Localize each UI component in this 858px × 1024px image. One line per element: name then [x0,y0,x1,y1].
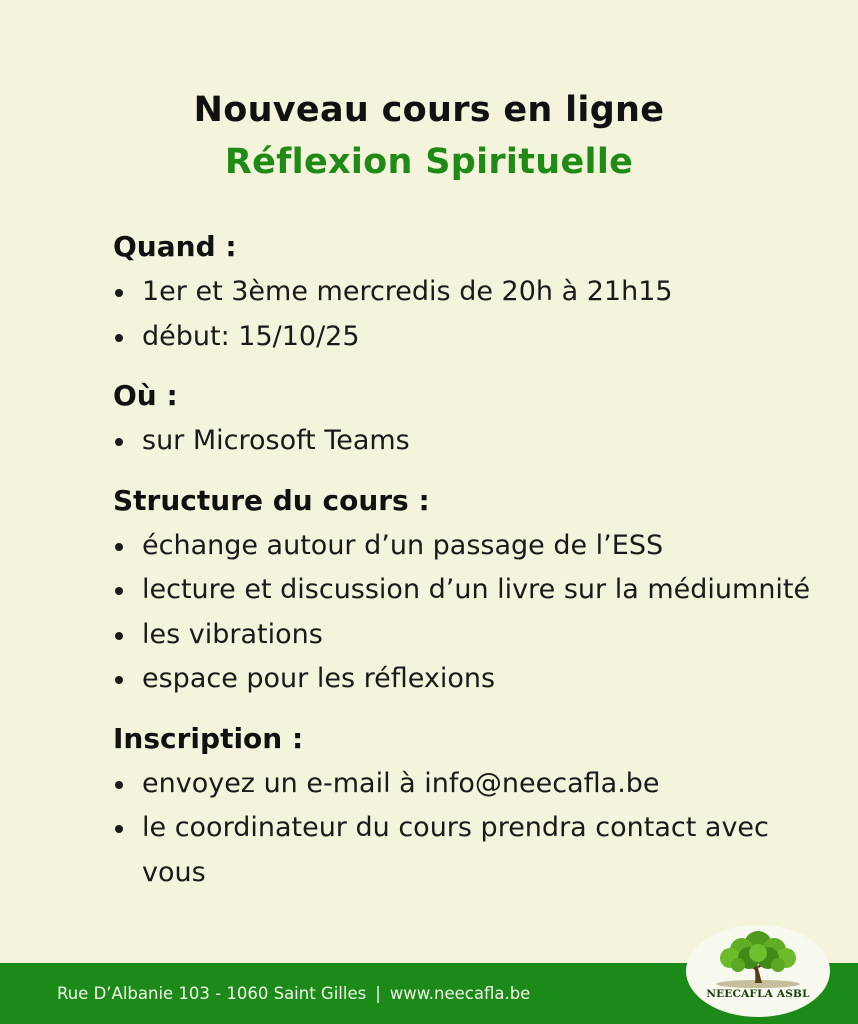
tree-icon [686,925,830,1017]
footer-text [57,963,530,1024]
list-item: échange autour d’un passage de l’ESS [113,524,813,569]
footer-address: Rue D’Albanie 103 - 1060 Saint Gilles [57,984,367,1003]
neecafla-logo [686,925,830,1017]
section-registration-list [113,762,813,896]
section-structure [113,478,813,702]
list-item: espace pour les réflexions [113,657,813,702]
logo-label: NEECAFLA ASBL [706,988,810,1000]
list-item: lecture et discussion d’un livre sur la médiumnité [113,568,813,613]
list-item: début: 15/10/25 [113,315,813,360]
course-details [113,224,813,909]
list-item: 1er et 3ème mercredis de 20h à 21h15 [113,270,813,315]
section-when-list [113,270,813,359]
course-name: Réflexion Spirituelle [224,142,634,182]
section-registration-heading: Inscription : [113,721,304,755]
list-item: sur Microsoft Teams [113,419,813,464]
section-where-list [113,419,813,464]
page-title: Nouveau cours en ligne [193,90,665,130]
section-where [113,373,813,464]
section-structure-list [113,524,813,702]
footer-website-link[interactable]: www.neecafla.be [389,984,531,1003]
footer-separator: | [375,984,381,1003]
list-item: envoyez un e-mail à info@neecafla.be [113,762,813,807]
list-item: le coordinateur du cours prendra contact avec vous [113,806,813,895]
section-when-heading: Quand : [113,230,237,263]
section-where-heading: Où : [113,379,178,412]
list-item: les vibrations [113,613,813,658]
title-block [0,84,858,188]
section-structure-heading: Structure du cours : [113,483,430,517]
section-registration [113,716,813,896]
section-when [113,224,813,359]
